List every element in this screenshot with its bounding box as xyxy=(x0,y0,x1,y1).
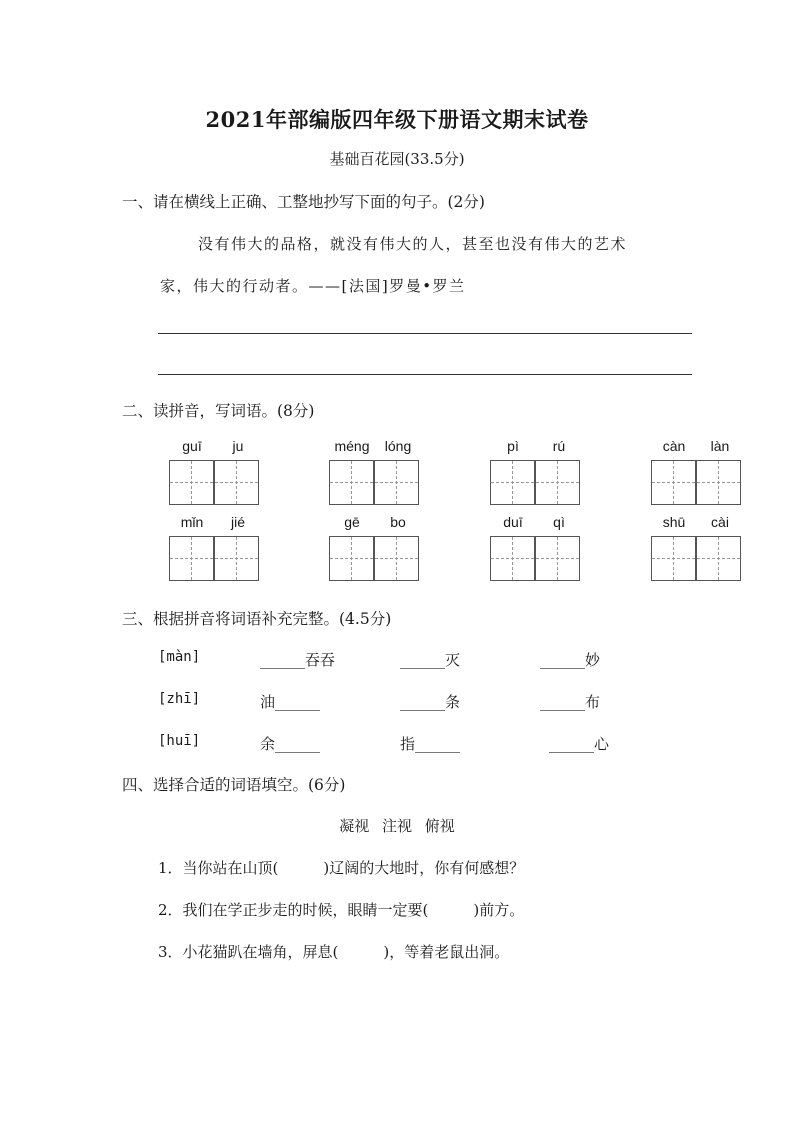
writing-grid-box[interactable] xyxy=(696,460,741,505)
pinyin-word-group xyxy=(490,514,582,584)
writing-grid-box[interactable] xyxy=(374,460,419,505)
fill-blank-item[interactable]: 油______ xyxy=(260,693,321,711)
pinyin-syllable: cài xyxy=(711,514,729,530)
pinyin-word-group xyxy=(329,438,421,508)
section-2-heading: 二、读拼音，写词语。(8分) xyxy=(122,402,315,420)
pinyin-word-group xyxy=(490,438,582,508)
pinyin-syllable: jié xyxy=(230,514,245,530)
writing-grid-box[interactable] xyxy=(169,536,214,581)
section-1-heading: 一、请在横线上正确、工整地抄写下面的句子。(2分) xyxy=(122,193,485,211)
writing-grid-box[interactable] xyxy=(329,536,374,581)
page-subtitle: 基础百花园(33.5分) xyxy=(329,150,465,168)
pinyin-syllable: làn xyxy=(710,438,730,454)
page-title: 2021年部编版四年级下册语文期末试卷 xyxy=(205,107,589,132)
writing-grid-box[interactable] xyxy=(696,536,741,581)
pinyin-word-group xyxy=(651,514,743,584)
quote-line-1: 没有伟大的品格，就没有伟大的人，甚至也没有伟大的艺术 xyxy=(198,235,628,253)
pinyin-syllable: qì xyxy=(553,514,565,530)
quote-line-2: 家，伟大的行动者。——[法国]罗曼•罗兰 xyxy=(160,277,466,295)
pinyin-syllable: lóng xyxy=(384,438,412,454)
question-item-2[interactable]: 2．我们在学正步走的时候，眼睛一定要( )前方。 xyxy=(158,901,525,919)
writing-grid-box[interactable] xyxy=(490,460,535,505)
writing-grid-box[interactable] xyxy=(374,536,419,581)
writing-grid-box[interactable] xyxy=(169,460,214,505)
writing-grid-box[interactable] xyxy=(651,460,696,505)
pinyin-word-group xyxy=(169,438,261,508)
question-item-1[interactable]: 1．当你站在山顶( )辽阔的大地时，你有何感想？ xyxy=(158,859,525,877)
writing-grid-box[interactable] xyxy=(535,536,580,581)
section-4-heading: 四、选择合适的词语填空。(6分) xyxy=(122,776,346,794)
fill-row-pinyin: [màn] xyxy=(158,649,201,665)
pinyin-word-group xyxy=(169,514,261,584)
question-item-3[interactable]: 3．小花猫趴在墙角，屏息( )，等着老鼠出洞。 xyxy=(158,943,510,961)
pinyin-syllable: gē xyxy=(344,514,360,530)
fill-row-pinyin: [huī] xyxy=(158,733,201,749)
pinyin-word-group xyxy=(329,514,421,584)
pinyin-syllable: bo xyxy=(390,514,406,530)
pinyin-syllable: méng xyxy=(334,438,370,454)
fill-blank-item[interactable]: ______布 xyxy=(540,693,601,711)
fill-blank-item[interactable]: ______灭 xyxy=(400,651,461,669)
fill-blank-item[interactable]: ______条 xyxy=(400,693,461,711)
fill-blank-item[interactable]: ______妙 xyxy=(540,651,601,669)
fill-blank-item[interactable]: 余______ xyxy=(260,735,321,753)
pinyin-syllable: càn xyxy=(662,438,686,454)
fill-blank-item[interactable]: ______吞吞 xyxy=(260,651,336,669)
section-3-heading: 三、根据拼音将词语补充完整。(4.5分) xyxy=(122,610,392,628)
pinyin-syllable: rú xyxy=(552,438,566,454)
fill-blank-item[interactable]: 指______ xyxy=(400,735,461,753)
writing-grid-box[interactable] xyxy=(214,536,259,581)
pinyin-syllable: mǐn xyxy=(180,514,204,530)
copy-writing-line-2[interactable] xyxy=(158,374,692,375)
fill-row-pinyin: [zhī] xyxy=(158,691,201,707)
writing-grid-box[interactable] xyxy=(490,536,535,581)
writing-grid-box[interactable] xyxy=(535,460,580,505)
word-choices: 凝视 注视 俯视 xyxy=(339,817,455,835)
pinyin-syllable: guī xyxy=(182,438,202,454)
pinyin-syllable: pì xyxy=(507,438,519,454)
fill-blank-item[interactable]: ______心 xyxy=(549,735,610,753)
writing-grid-box[interactable] xyxy=(329,460,374,505)
pinyin-word-group xyxy=(651,438,743,508)
writing-grid-box[interactable] xyxy=(214,460,259,505)
pinyin-syllable: duī xyxy=(503,514,523,530)
pinyin-syllable: shū xyxy=(662,514,686,530)
pinyin-syllable: ju xyxy=(232,438,244,454)
writing-grid-box[interactable] xyxy=(651,536,696,581)
copy-writing-line-1[interactable] xyxy=(158,333,692,334)
